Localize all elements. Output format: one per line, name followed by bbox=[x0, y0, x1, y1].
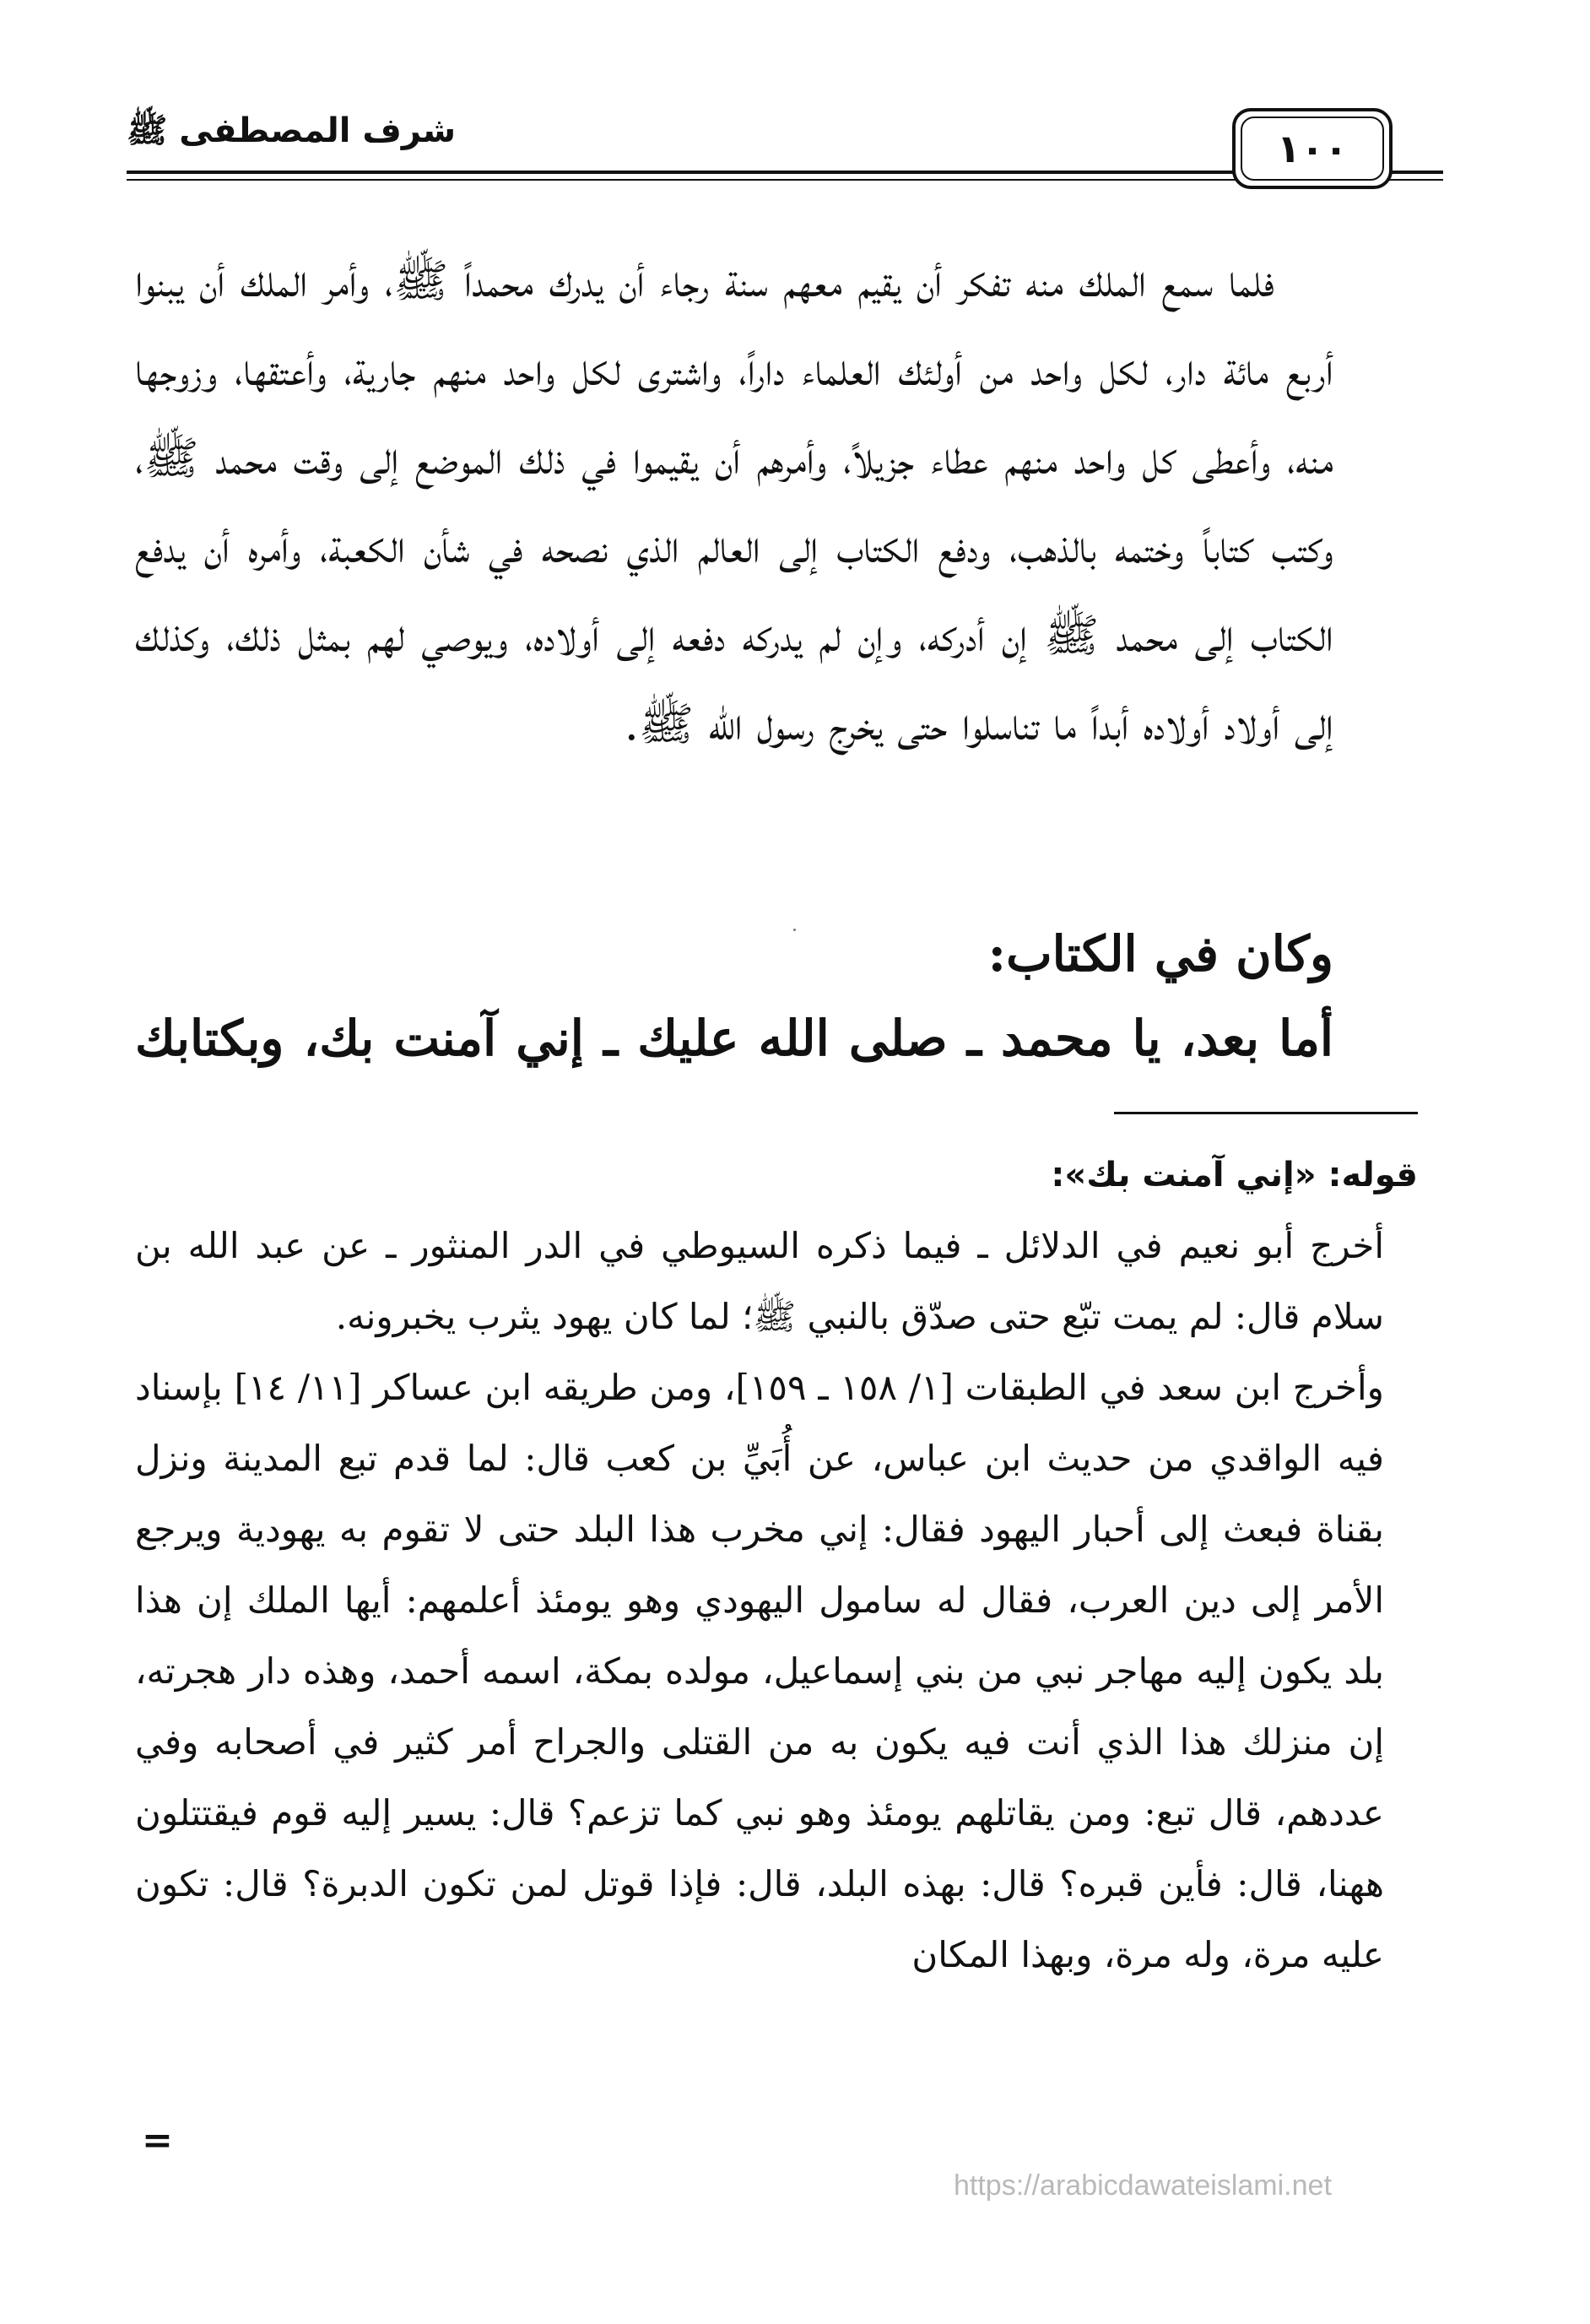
footnote-paragraph-2: وأخرج ابن سعد في الطبقات [١/ ١٥٨ ـ ١٥٩]، ومن طريقه ابن عساكر [١١/ ١٤] بإسناد فيه الواقدي من حديث ابن عباس، عن أُبَيِّ بن كعب قال: لما قدم تبع المدينة ونزل بقناة فبعث إلى أحبار اليهود فقال: إني مخرب هذا البلد حتى لا تقوم به يهودية ويرجع الأمر إلى دين العرب، فقال له سامول اليهودي وهو يومئذ أعلمهم: أيها الملك إن هذا بلد يكون إليه مهاجر نبي من بني إسماعيل، مولده بمكة، اسمه أحمد، وهذه دار هجرته، إن منزلك هذا الذي أنت فيه يكون به من القتلى والجراح أمر كثير في أصحابه وفي عددهم، قال تبع: ومن يقاتلهم يومئذ وهو نبي كما تزعم؟ قال: يسير إليه قوم فيقتتلون ههنا، قال: فأين قبره؟ قال: بهذه البلد، قال: فإذا قوتل لمن تكون الدبرة؟ قال: تكون عليه مرة، وله مرة، وبهذا المكان bbox=[135, 1367, 1384, 1975]
footnotes bbox=[135, 1140, 1418, 1991]
footnote-separator bbox=[1114, 1112, 1418, 1114]
book-title: شرف المصطفى ﷺ bbox=[127, 111, 457, 150]
letter-heading: وكان في الكتاب: bbox=[987, 925, 1333, 983]
footnote-paragraph-1: أخرج أبو نعيم في الدلائل ـ فيما ذكره السيوطي في الدر المنثور ـ عن عبد الله بن سلام قال: لم يمت تبّع حتى صدّق بالنبي ﷺ؛ لما كان يهود يثرب يخبرونه. bbox=[135, 1225, 1384, 1337]
main-text bbox=[135, 236, 1333, 768]
main-paragraph: فلما سمع الملك منه تفكر أن يقيم معهم سنة رجاء أن يدرك محمداً ﷺ، وأمر الملك أن يبنوا أربع مائة دار، لكل واحد من أولئك العلماء داراً، واشترى لكل واحد منهم جارية، وأعتقها، وزوجها منه، وأعطى كل واحد منهم عطاء جزيلاً، وأمرهم أن يقيموا في ذلك الموضع إلى وقت محمد ﷺ، وكتب كتاباً وختمه بالذهب، ودفع الكتاب إلى العالم الذي نصحه في شأن الكعبة، وأمره أن يدفع الكتاب إلى محمد ﷺ إن أدركه، وإن لم يدركه دفعه إلى أولاده، ويوصي لهم بمثل ذلك، وكذلك إلى أولاد أولاده أبداً ما تناسلوا حتى يخرج رسول الله ﷺ. bbox=[135, 254, 1333, 750]
page-header bbox=[127, 101, 1443, 194]
footnote-label: قوله: «إني آمنت بك»: bbox=[1051, 1156, 1418, 1195]
continuation-mark: = bbox=[142, 2119, 173, 2162]
watermark-url: https://arabicdawateislami.net bbox=[954, 2170, 1332, 2202]
letter-opening: أما بعد، يا محمد ـ صلى الله عليك ـ إني آمنت بك، وبكتابك bbox=[135, 1010, 1333, 1067]
page-number-frame bbox=[1232, 108, 1393, 189]
page-number: ١٠٠ bbox=[1276, 126, 1349, 171]
